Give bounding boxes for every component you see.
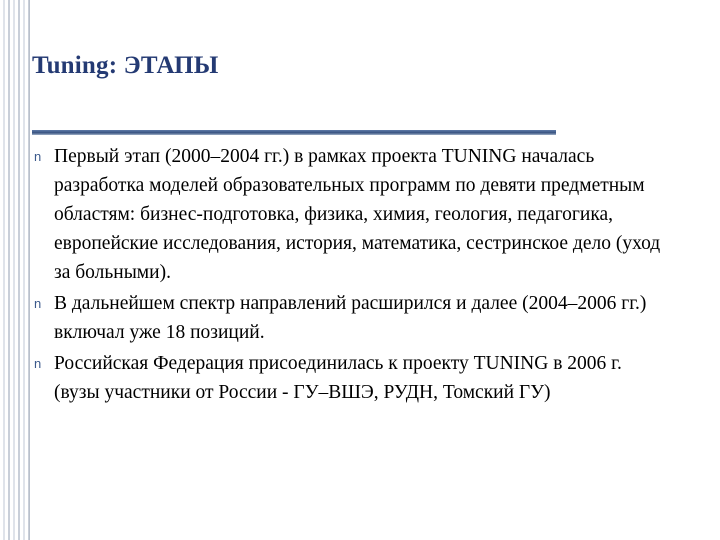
list-item-text: Российская Федерация присоединилась к проекту TUNING в 2006 г. (вузы участники от России - ГУ–ВШЭ, РУДН, Томский ГУ) xyxy=(54,353,622,403)
list-item xyxy=(32,289,672,347)
bullet-list xyxy=(32,142,672,409)
list-item-text: В дальнейшем спектр направлений расширился и далее (2004–2006 гг.) включал уже 18 позиций. xyxy=(54,293,647,343)
list-item xyxy=(32,142,672,287)
title-divider xyxy=(32,130,556,135)
list-item xyxy=(32,349,672,407)
page-title: Tuning: ЭТАПЫ xyxy=(32,52,219,79)
list-item-text: Первый этап (2000–2004 гг.) в рамках проекта TUNING началась разработка моделей образовательных программ по девяти предметным областям: бизнес-подготовка, физика, химия, геология, педагогика, европейские исследования, история, математика, сестринское дело (уход за больными). xyxy=(54,146,661,283)
bullet-marker-icon: n xyxy=(34,296,42,311)
bullet-marker-icon: n xyxy=(34,149,42,164)
bullet-marker-icon: n xyxy=(34,356,42,371)
decorative-stripe-band xyxy=(0,0,30,540)
